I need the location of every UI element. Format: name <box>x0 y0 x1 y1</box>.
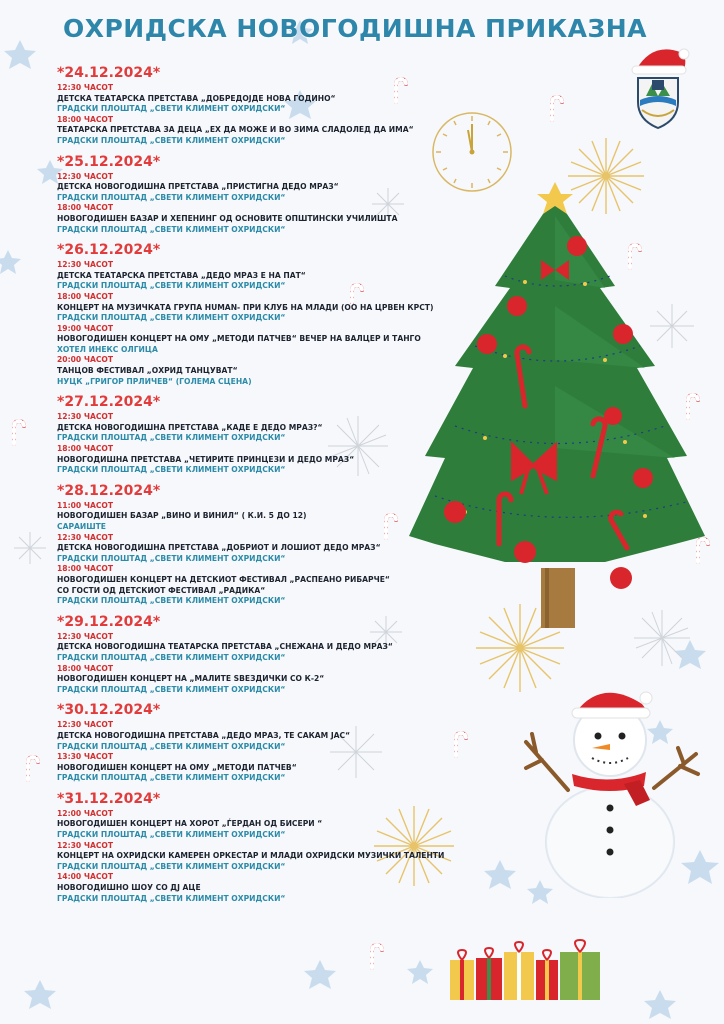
snowman-icon <box>512 682 702 898</box>
event-time: 12:30 ЧАСОТ <box>57 532 114 542</box>
event-time: 11:00 ЧАСОТ <box>57 500 114 510</box>
event-title: КОНЦЕРТ НА ОХРИДСКИ КАМЕРЕН ОРКЕСТАР И МЛАДИ ОХРИДСКИ МУЗИЧКИ ТАЛЕНТИ <box>57 851 445 861</box>
event-venue: ГРАДСКИ ПЛОШТАД „СВЕТИ КЛИМЕНТ ОХРИДСКИ“ <box>57 281 286 291</box>
day-block <box>57 482 477 607</box>
event-venue: ГРАДСКИ ПЛОШТАД „СВЕТИ КЛИМЕНТ ОХРИДСКИ“ <box>57 893 286 903</box>
event-title: ТЕАТАРСКА ПРЕТСТАВА ЗА ДЕЦА „ЕХ ДА МОЖЕ И ВО ЗИМА СЛАДОЛЕД ДА ИМА“ <box>57 125 414 135</box>
day-date: *27.12.2024* <box>57 394 161 411</box>
gift-boxes-icon <box>446 930 606 1002</box>
day-date: *30.12.2024* <box>57 702 161 719</box>
day-date: *25.12.2024* <box>57 153 161 170</box>
event-title: ДЕТСКА НОВОГОДИШНА ПРЕТСТАВА „ДОБРИОТ И ЛОШИОТ ДЕДО МРАЗ“ <box>57 543 381 553</box>
event-title: НОВОГОДИШЕН КОНЦЕРТ НА ХОРОТ „ЃЕРДАН ОД БИСЕРИ “ <box>57 819 323 829</box>
event-time: 18:00 ЧАСОТ <box>57 564 114 574</box>
day-block <box>57 153 477 236</box>
event-time: 14:00 ЧАСОТ <box>57 872 114 882</box>
event-title: ДЕТСКА НОВОГОДИШНА ТЕАТАРСКА ПРЕТСТАВА „СНЕЖАНА И ДЕДО МРАЗ“ <box>57 642 393 652</box>
event-venue: ГРАДСКИ ПЛОШТАД „СВЕТИ КЛИМЕНТ ОХРИДСКИ“ <box>57 553 286 563</box>
event-venue: ГРАДСКИ ПЛОШТАД „СВЕТИ КЛИМЕНТ ОХРИДСКИ“ <box>57 830 286 840</box>
event-time: 12:30 ЧАСОТ <box>57 83 114 92</box>
event-time: 20:00 ЧАСОТ <box>57 355 114 365</box>
event-time: 13:30 ЧАСОТ <box>57 752 114 762</box>
event-title: ДЕТСКА НОВОГОДИШНА ПРЕТСТАВА „ПРИСТИГНА ДЕДО МРАЗ“ <box>57 182 339 192</box>
day-block <box>57 64 477 147</box>
event-title: НОВОГОДИШНА ПРЕТСТАВА „ЧЕТИРИТЕ ПРИНЦЕЗИ И ДЕДО МРАЗ“ <box>57 454 355 464</box>
day-block <box>57 790 477 904</box>
day-date: *26.12.2024* <box>57 242 161 259</box>
day-date: *28.12.2024* <box>57 482 161 499</box>
page-title: ОХРИДСКА НОВОГОДИШНА ПРИКАЗНА <box>62 14 648 43</box>
event-venue: ГРАДСКИ ПЛОШТАД „СВЕТИ КЛИМЕНТ ОХРИДСКИ“ <box>57 684 286 694</box>
event-title: ДЕТСКА НОВОГОДИШНА ПРЕТСТАВА „ДЕДО МРАЗ, ТЕ САКАМ ЈАС“ <box>57 730 351 740</box>
event-venue: ГРАДСКИ ПЛОШТАД „СВЕТИ КЛИМЕНТ ОХРИДСКИ“ <box>57 741 286 751</box>
event-time: 18:00 ЧАСОТ <box>57 444 114 454</box>
event-time: 18:00 ЧАСОТ <box>57 114 114 124</box>
event-time: 18:00 ЧАСОТ <box>57 203 114 213</box>
day-block <box>57 393 477 476</box>
event-venue: ГРАДСКИ ПЛОШТАД „СВЕТИ КЛИМЕНТ ОХРИДСКИ“ <box>57 104 286 114</box>
schedule-list <box>57 64 477 910</box>
event-venue: ГРАДСКИ ПЛОШТАД „СВЕТИ КЛИМЕНТ ОХРИДСКИ“ <box>57 861 286 871</box>
event-venue: ГРАДСКИ ПЛОШТАД „СВЕТИ КЛИМЕНТ ОХРИДСКИ“ <box>57 135 286 145</box>
event-time: 12:30 ЧАСОТ <box>57 260 114 270</box>
event-title: ДЕТСКА ТЕАТАРСКА ПРЕТСТАВА „ДЕДО МРАЗ Е НА ПАТ“ <box>57 270 306 280</box>
event-venue: НУЦК „ГРИГОР ПРЛИЧЕВ“ (ГОЛЕМА СЦЕНА) <box>57 376 252 386</box>
event-venue: ХОТЕЛ ИНЕКС ОЛГИЦА <box>57 344 158 354</box>
event-title: НОВОГОДИШЕН КОНЦЕРТ НА „МАЛИТЕ ЅВЕЗДИЧКИ СО К-2“ <box>57 674 325 684</box>
event-title: ДЕТСКА ТЕАТАРСКА ПРЕТСТАВА „ДОБРЕДОЈДЕ НОВА ГОДИНО“ <box>57 93 336 103</box>
event-venue: САРАИШТЕ <box>57 522 106 531</box>
event-venue: ГРАДСКИ ПЛОШТАД „СВЕТИ КЛИМЕНТ ОХРИДСКИ“ <box>57 773 286 783</box>
event-time: 12:30 ЧАСОТ <box>57 631 114 641</box>
event-venue: ГРАДСКИ ПЛОШТАД „СВЕТИ КЛИМЕНТ ОХРИДСКИ“ <box>57 224 286 234</box>
event-time: 18:00 ЧАСОТ <box>57 291 114 301</box>
event-time: 12:30 ЧАСОТ <box>57 412 114 422</box>
event-time: 12:30 ЧАСОТ <box>57 171 114 181</box>
event-time: 18:00 ЧАСОТ <box>57 663 114 673</box>
event-venue: ГРАДСКИ ПЛОШТАД „СВЕТИ КЛИМЕНТ ОХРИДСКИ“ <box>57 192 286 202</box>
day-block <box>57 701 477 784</box>
day-date: *29.12.2024* <box>57 613 161 630</box>
municipal-crest-icon <box>622 40 694 132</box>
event-venue: ГРАДСКИ ПЛОШТАД „СВЕТИ КЛИМЕНТ ОХРИДСКИ“ <box>57 433 286 443</box>
event-venue: ГРАДСКИ ПЛОШТАД „СВЕТИ КЛИМЕНТ ОХРИДСКИ“ <box>57 465 286 475</box>
event-time: 19:00 ЧАСОТ <box>57 323 114 333</box>
event-venue: ГРАДСКИ ПЛОШТАД „СВЕТИ КЛИМЕНТ ОХРИДСКИ“ <box>57 596 286 606</box>
event-venue: ГРАДСКИ ПЛОШТАД „СВЕТИ КЛИМЕНТ ОХРИДСКИ“ <box>57 313 286 323</box>
event-time: 12:00 ЧАСОТ <box>57 808 114 818</box>
event-title: НОВОГОДИШЕН КОНЦЕРТ НА ДЕТСКИОТ ФЕСТИВАЛ „РАСПЕАНО РИБАРЧЕ“ <box>57 574 390 584</box>
event-time: 12:30 ЧАСОТ <box>57 720 114 730</box>
day-block <box>57 241 477 387</box>
event-title: НОВОГОДИШЕН КОНЦЕРТ НА ОМУ „МЕТОДИ ПАТЧЕВ“ ВЕЧЕР НА ВАЛЦЕР И ТАНГО <box>57 334 421 344</box>
event-time: 12:30 ЧАСОТ <box>57 840 114 850</box>
event-title: ТАНЦОВ ФЕСТИВАЛ „ОХРИД ТАНЦУВАТ“ <box>57 366 238 376</box>
event-venue: ГРАДСКИ ПЛОШТАД „СВЕТИ КЛИМЕНТ ОХРИДСКИ“ <box>57 652 286 662</box>
event-title: НОВОГОДИШЕН КОНЦЕРТ НА ОМУ „МЕТОДИ ПАТЧЕВ“ <box>57 762 297 772</box>
event-title: НОВОГОДИШНО ШОУ СО ДЈ АЦЕ <box>57 883 201 893</box>
event-title: ДЕТСКА НОВОГОДИШНА ПРЕТСТАВА „КАДЕ Е ДЕДО МРАЗ?“ <box>57 422 323 432</box>
event-title: КОНЦЕРТ НА МУЗИЧКАТА ГРУПА HUMAN- ПРИ КЛУБ НА МЛАДИ (ОО НА ЦРВЕН КРСТ) <box>57 302 434 312</box>
day-date: *24.12.2024* <box>57 65 161 81</box>
event-title: НОВОГОДИШЕН БАЗАР „ВИНО И ВИНИЛ“ ( К.И. 5 ДО 12) <box>57 511 307 521</box>
event-title-continued: СО ГОСТИ ОД ДЕТСКИОТ ФЕСТИВАЛ „РАДИКА“ <box>57 585 266 595</box>
day-date: *31.12.2024* <box>57 790 161 807</box>
day-block <box>57 613 477 696</box>
event-title: НОВОГОДИШЕН БАЗАР И ХЕПЕНИНГ ОД ОСНОВИТЕ ОПШТИНСКИ УЧИЛИШТА <box>57 213 398 223</box>
